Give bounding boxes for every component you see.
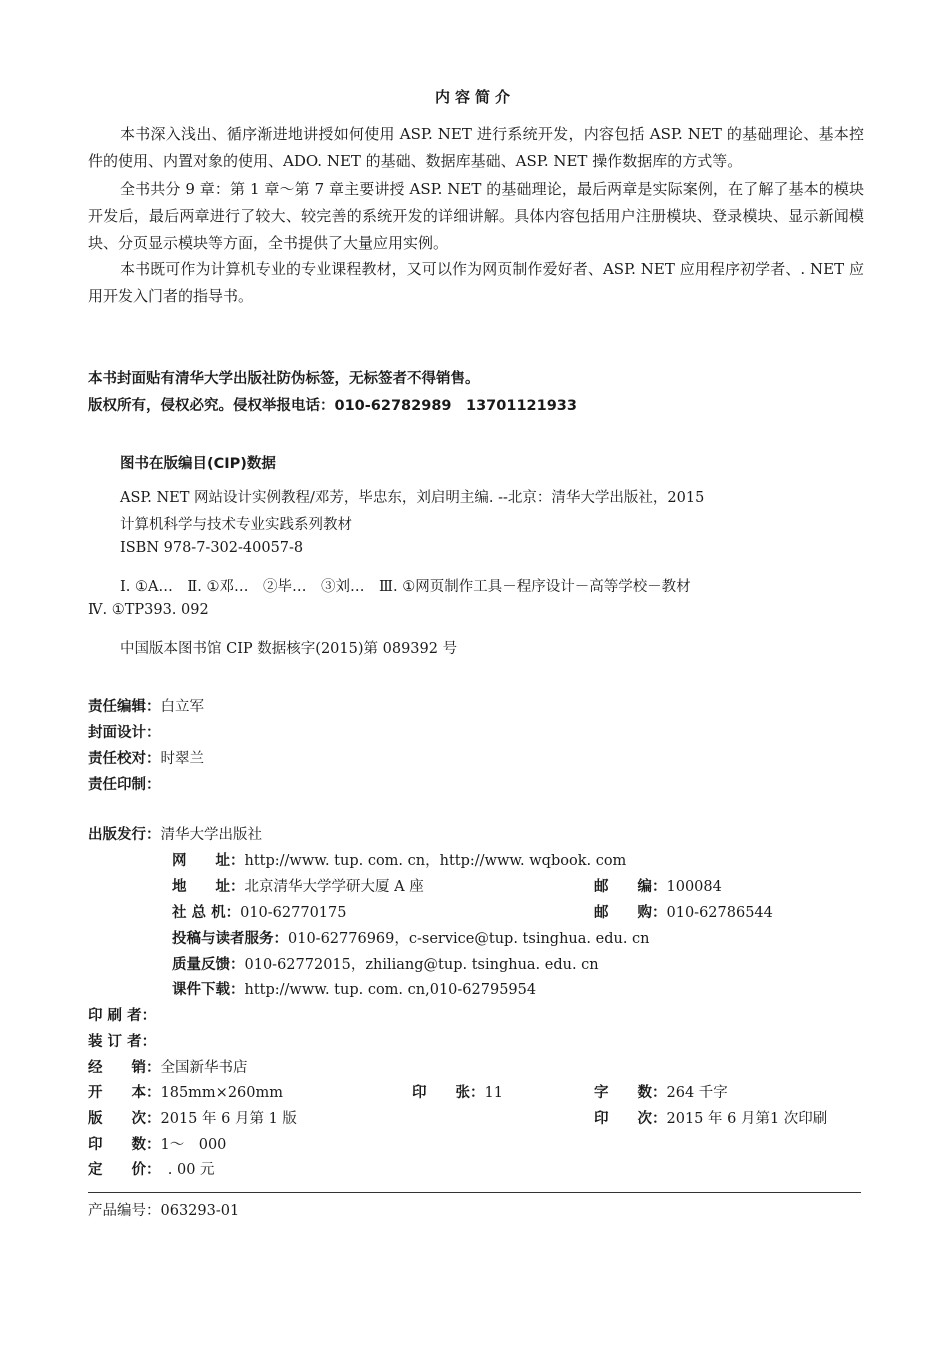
cip-line: ASP. NET 网站设计实例教程/邓芳，毕忠东，刘启明主编. --北京：清华大学出版社，2015 [120, 490, 705, 506]
zip-label: 邮 编： [594, 879, 667, 895]
intro-paragraph: 本书既可作为计算机专业的专业课程教材，又可以作为网页制作爱好者、ASP. NET 应用程序初学者、. NET 应用开发入门者的指导书。 [88, 260, 864, 305]
price-value: . 00 元 [153, 1162, 215, 1178]
format-label: 开 本： [88, 1085, 161, 1101]
credit-label: 封面设计： [88, 725, 161, 741]
sheets-value: 11 [484, 1085, 503, 1101]
words-value: 264 千字 [666, 1085, 728, 1101]
mail-label: 邮 购： [594, 905, 667, 921]
price-label: 定 价： [88, 1162, 154, 1178]
cip-title: 图书在版编目(CIP)数据 [120, 456, 276, 472]
cip-line: 计算机科学与技术专业实践系列教材 [120, 517, 352, 533]
distributor-label: 经 销： [88, 1060, 161, 1076]
intro-title: 内容简介 [434, 88, 515, 106]
publisher-service-row [172, 927, 650, 948]
credit-value: 白立军 [160, 699, 204, 715]
service-label: 投稿与读者服务： [172, 931, 288, 947]
copies-row [88, 1133, 226, 1154]
cip-line: ISBN 978-7-302-40057-8 [120, 540, 304, 556]
zip-value: 100084 [666, 879, 722, 895]
service-value: 010-62776969，c-service@tup. tsinghua. edu. cn [288, 931, 650, 947]
credit-label: 责任校对： [88, 751, 161, 767]
publisher-mail-row [594, 901, 773, 922]
publisher-label: 出版发行： [88, 827, 161, 843]
cip-line: Ⅳ. ①TP393. 092 [88, 602, 209, 618]
cip-line: Ⅰ. ①A… Ⅱ. ①邓… ②毕… ③刘… Ⅲ. ①网页制作工具－程序设计－高等学校－教材 [120, 579, 691, 595]
intro-paragraph: 全书共分 9 章：第 1 章～第 7 章主要讲授 ASP. NET 的基础理论，最后两章是实际案例，在了解了基本的模块开发后，最后两章进行了较大、较完善的系统开发的详细讲解。具体内容包括用户注册模块、登录模块、显示新闻模块、分页显示模块等方面，全书提供了大量应用实例。 [88, 180, 864, 252]
download-value: http://www. tup. com. cn,010-62795954 [244, 982, 537, 998]
sheets-row [412, 1081, 503, 1102]
web-value: http://www. tup. com. cn，http://www. wqbook. com [244, 853, 627, 869]
quality-value: 010-62772015，zhiliang@tup. tsinghua. edu. cn [244, 957, 599, 973]
product-code-label: 产品编号： [88, 1203, 161, 1219]
anti-counterfeit-notice: 本书封面贴有清华大学出版社防伪标签，无标签者不得销售。 [88, 371, 480, 387]
sheets-label: 印 张： [412, 1085, 485, 1101]
address-value: 北京清华大学学研大厦 A 座 [244, 879, 424, 895]
credit-value: 时翠兰 [160, 751, 204, 767]
publisher-quality-row [172, 953, 599, 974]
distributor-value: 全国新华书店 [160, 1060, 248, 1076]
publisher-zip-row [594, 875, 722, 896]
publisher-phone-row [172, 901, 347, 922]
words-row [594, 1081, 728, 1102]
binder-row [88, 1030, 156, 1051]
credit-proof [88, 747, 204, 768]
distributor-row [88, 1056, 248, 1077]
publisher-name: 清华大学出版社 [160, 827, 262, 843]
words-label: 字 数： [594, 1085, 667, 1101]
printer-label: 印 刷 者： [88, 1008, 157, 1024]
price-row [88, 1158, 215, 1179]
edition-value: 2015 年 6 月第 1 版 [160, 1111, 297, 1127]
intro-paragraph: 本书深入浅出、循序渐进地讲授如何使用 ASP. NET 进行系统开发，内容包括 ASP. NET 的基础理论、基本控件的使用、内置对象的使用、ADO. NET 的基础、数据库基础、ASP. NET 操作数据库的方式等。 [88, 125, 864, 170]
impression-row [594, 1107, 827, 1128]
credit-print [88, 773, 161, 794]
product-code-value: 063293-01 [160, 1203, 240, 1219]
credit-label: 责任编辑： [88, 699, 161, 715]
edition-row [88, 1107, 297, 1128]
format-value: 185mm×260mm [160, 1085, 283, 1101]
credit-editor [88, 695, 204, 716]
credit-cover [88, 721, 161, 742]
web-label: 网 址： [172, 853, 245, 869]
binder-label: 装 订 者： [88, 1034, 157, 1050]
publisher-row [88, 823, 262, 844]
phone-value: 010-62770175 [240, 905, 347, 921]
edition-label: 版 次： [88, 1111, 161, 1127]
copies-label: 印 数： [88, 1137, 161, 1153]
copyright-notice: 版权所有，侵权必究。侵权举报电话：010-62782989 13701121933 [88, 398, 577, 414]
publisher-address-row [172, 875, 424, 896]
printer-row [88, 1004, 156, 1025]
copies-value: 1～ 000 [160, 1137, 227, 1153]
divider-line [88, 1192, 861, 1193]
impression-label: 印 次： [594, 1111, 667, 1127]
phone-label: 社 总 机： [172, 905, 241, 921]
quality-label: 质量反馈： [172, 957, 245, 973]
cip-line: 中国版本图书馆 CIP 数据核字(2015)第 089392 号 [120, 641, 458, 657]
impression-value: 2015 年 6 月第1 次印刷 [666, 1111, 828, 1127]
download-label: 课件下载： [172, 982, 245, 998]
product-code-row [88, 1199, 239, 1220]
format-row [88, 1081, 283, 1102]
address-label: 地 址： [172, 879, 245, 895]
publisher-web-row [172, 849, 626, 870]
mail-value: 010-62786544 [666, 905, 773, 921]
publisher-download-row [172, 978, 536, 999]
credit-label: 责任印制： [88, 777, 161, 793]
